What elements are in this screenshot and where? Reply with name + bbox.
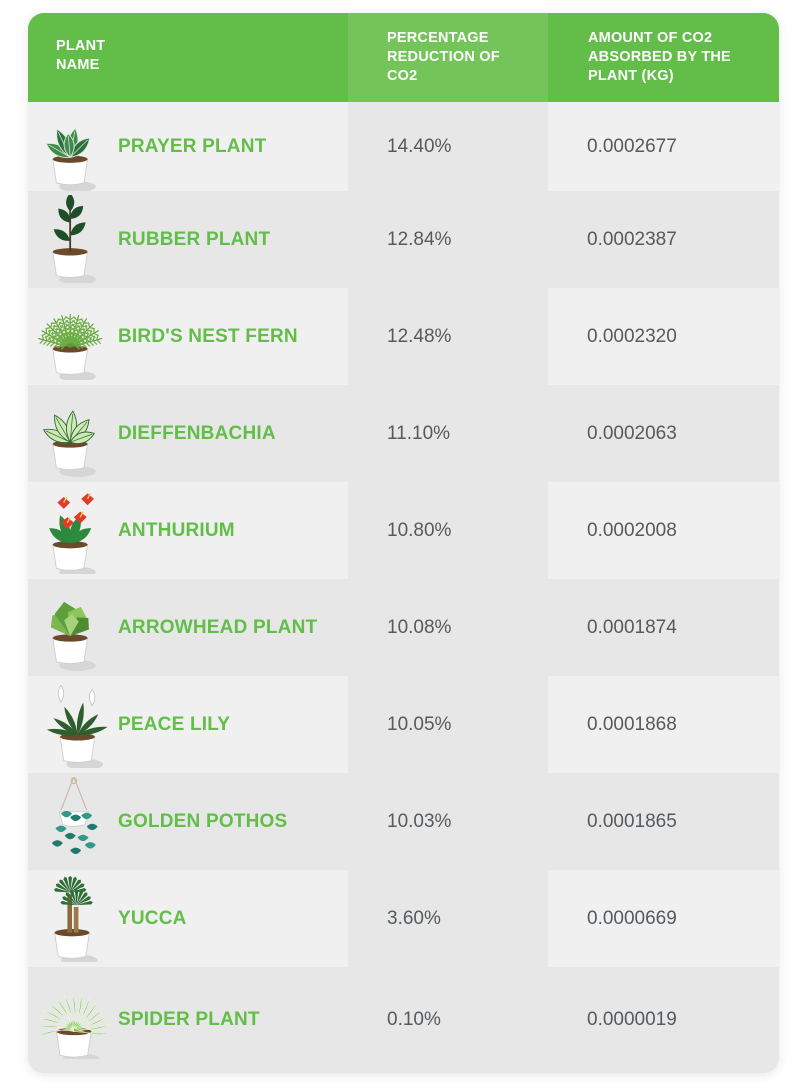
co2-absorbed-value: 0.0001865	[587, 810, 677, 832]
co2-absorbed-value: 0.0000669	[587, 907, 677, 929]
percentage-reduction-value: 12.84%	[387, 228, 452, 250]
prayer-plant-icon	[30, 106, 114, 194]
yucca-icon	[30, 874, 114, 962]
plant-name: ARROWHEAD PLANT	[118, 616, 318, 638]
table-row	[28, 870, 779, 967]
table-body	[28, 102, 779, 1073]
anthurium-icon	[30, 486, 114, 574]
plant-name: RUBBER PLANT	[118, 228, 271, 250]
table-row	[28, 288, 779, 385]
percentage-reduction-value: 0.10%	[387, 1009, 441, 1030]
co2-absorbed-value: 0.0002063	[587, 422, 677, 444]
plant-name: BIRD'S NEST FERN	[118, 325, 298, 347]
table-row	[28, 385, 779, 482]
rubber-plant-icon	[30, 195, 114, 283]
percentage-reduction-value: 11.10%	[387, 422, 451, 444]
plant-name: ANTHURIUM	[118, 519, 235, 541]
peace-lily-icon	[30, 680, 114, 768]
co2-absorbed-value: 0.0002320	[587, 325, 677, 347]
table-row	[28, 967, 779, 1073]
table-row	[28, 773, 779, 870]
plant-name: GOLDEN POTHOS	[118, 810, 288, 832]
spider-plant-icon	[30, 971, 114, 1059]
co2-absorbed-value: 0.0001868	[587, 713, 677, 735]
co2-absorbed-value: 0.0002387	[587, 228, 677, 250]
plant-name: PEACE LILY	[118, 713, 231, 735]
plant-name: DIEFFENBACHIA	[118, 422, 276, 444]
co2-absorbed-value: 0.0002677	[587, 135, 677, 157]
percentage-reduction-value: 3.60%	[387, 907, 441, 929]
hanging-pothos-icon	[30, 777, 114, 865]
percentage-reduction-value: 12.48%	[387, 325, 452, 347]
table-row	[28, 191, 779, 288]
plant-name: YUCCA	[118, 907, 187, 929]
table-row	[28, 579, 779, 676]
header-amount-absorbed: AMOUNT OF CO2 ABSORBED BY THE PLANT (KG)	[588, 30, 731, 84]
table-row	[28, 102, 779, 191]
header-plant-name: PLANT NAME	[56, 38, 106, 73]
table-row	[28, 676, 779, 773]
table-row	[28, 482, 779, 579]
percentage-reduction-value: 14.40%	[387, 135, 452, 157]
percentage-reduction-value: 10.03%	[387, 810, 452, 832]
percentage-reduction-value: 10.80%	[387, 519, 452, 541]
percentage-reduction-value: 10.08%	[387, 616, 452, 638]
co2-absorbed-value: 0.0000019	[587, 1009, 677, 1030]
dieffenbachia-icon	[30, 389, 114, 477]
co2-absorbed-value: 0.0001874	[587, 616, 677, 638]
table-header	[28, 13, 779, 102]
plant-name: PRAYER PLANT	[118, 135, 267, 157]
percentage-reduction-value: 10.05%	[387, 713, 452, 735]
plant-name: SPIDER PLANT	[118, 1009, 260, 1030]
arrowhead-plant-icon	[30, 583, 114, 671]
header-percentage-reduction: PERCENTAGE REDUCTION OF CO2	[387, 30, 500, 84]
fern-icon	[30, 292, 114, 380]
co2-table	[28, 13, 779, 1073]
co2-absorbed-value: 0.0002008	[587, 519, 677, 541]
